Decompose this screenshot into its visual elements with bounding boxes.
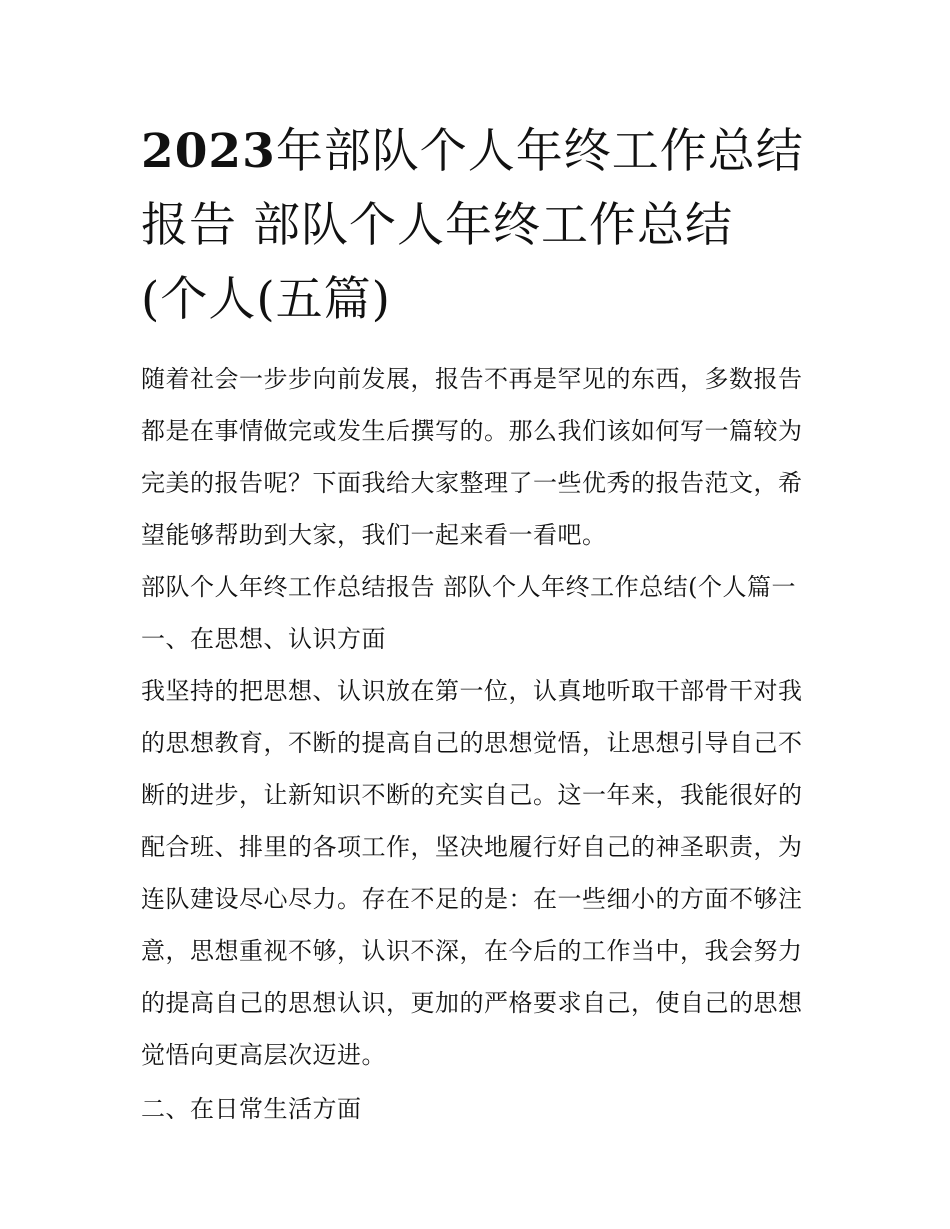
intro-line: 都是在事情做完或发生后撰写的。那么我们该如何写一篇较为 <box>141 417 803 445</box>
section1-paragraph <box>141 665 813 1081</box>
intro-paragraph <box>141 353 813 561</box>
body-line: 的提高自己的思想认识，更加的严格要求自己，使自己的思想 <box>141 989 803 1017</box>
title-year: 2023 <box>141 124 276 179</box>
body-line: 断的进步，让新知识不断的充实自己。这一年来，我能很好的 <box>141 781 803 809</box>
intro-line: 望能够帮助到大家，我们一起来看一看吧。 <box>141 521 607 549</box>
title-line-3: (个人(五篇) <box>141 272 392 327</box>
part-heading-text: 部队个人年终工作总结报告 部队个人年终工作总结(个人篇一 <box>141 573 796 601</box>
body-line: 意，思想重视不够，认识不深，在今后的工作当中，我会努力 <box>141 937 803 965</box>
document-title <box>141 115 813 337</box>
intro-line: 完美的报告呢？下面我给大家整理了一些优秀的报告范文，希 <box>141 469 803 497</box>
section1-heading-text: 一、在思想、认识方面 <box>141 625 386 653</box>
part-heading <box>141 561 813 613</box>
body-line: 觉悟向更高层次迈进。 <box>141 1041 386 1069</box>
section-heading <box>141 1083 813 1135</box>
body-line: 连队建设尽心尽力。存在不足的是：在一些细小的方面不够注 <box>141 885 803 913</box>
body-line: 的思想教育，不断的提高自己的思想觉悟，让思想引导自己不 <box>141 729 803 757</box>
title-line-2: 报告 部队个人年终工作总结 <box>141 198 733 253</box>
body-line: 配合班、排里的各项工作，坚决地履行好自己的神圣职责，为 <box>141 833 803 861</box>
document-page <box>141 115 813 1135</box>
title-line-1: 2023年部队个人年终工作总结 <box>141 124 804 179</box>
intro-line: 随着社会一步步向前发展，报告不再是罕见的东西，多数报告 <box>141 365 803 393</box>
section2-heading-text: 二、在日常生活方面 <box>141 1095 362 1123</box>
section-heading <box>141 613 813 665</box>
body-line: 我坚持的把思想、认识放在第一位，认真地听取干部骨干对我 <box>141 677 803 705</box>
